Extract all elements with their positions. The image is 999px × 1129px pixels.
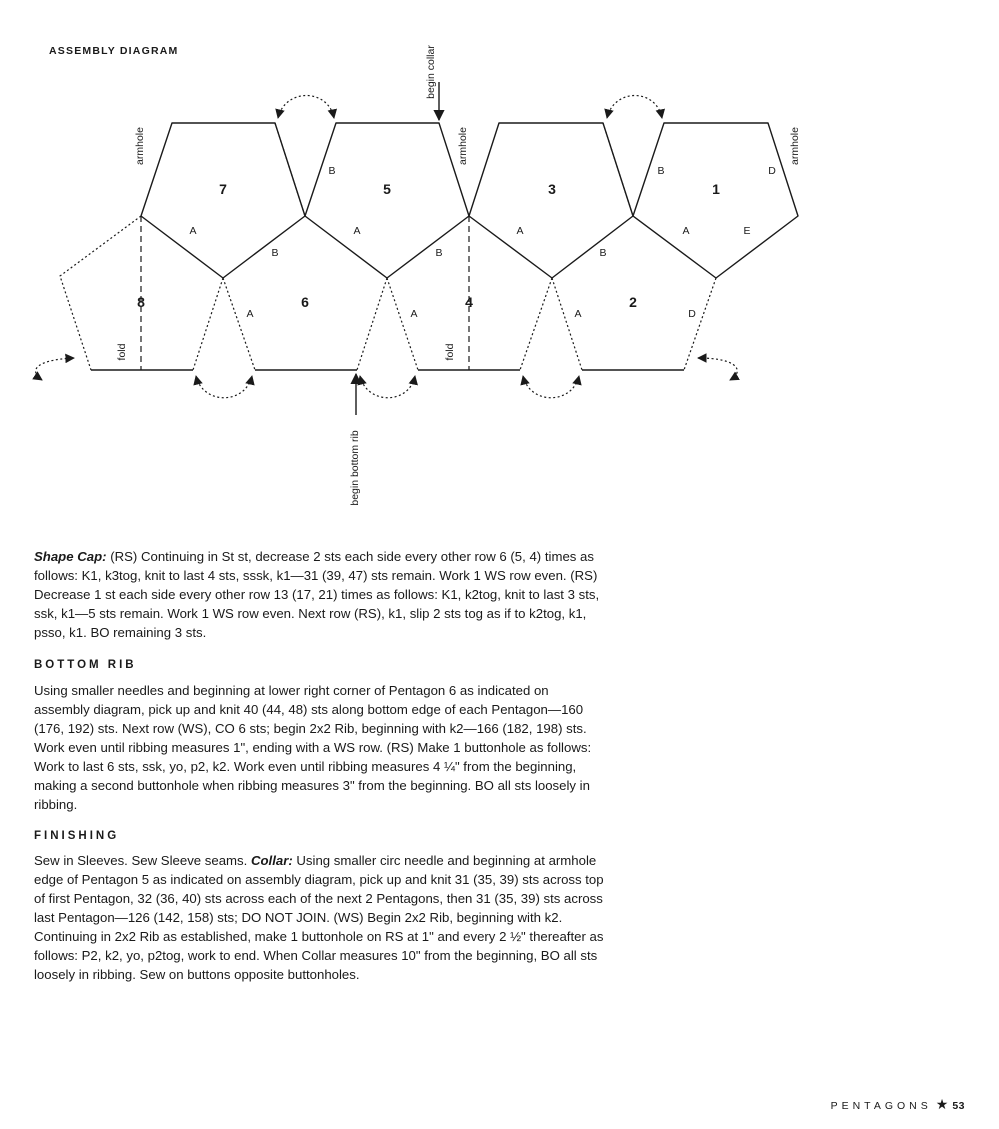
pentagon-2-label: 2 [629,294,637,310]
edge-label-a: A [516,225,524,237]
pentagon-7-outline [141,123,305,278]
seam-2-left [552,278,582,370]
fold-label-8: fold [116,343,128,361]
bottom-rib-heading: BOTTOM RIB [34,659,137,671]
shape-cap-paragraph [34,547,604,642]
arrow-right-edge [698,358,737,380]
edge-label-a: A [682,225,690,237]
page-number: 53 [952,1100,965,1112]
seam-6-left [223,278,255,370]
pentagon-7-label: 7 [219,181,227,197]
arrow-bottom-6-4 [360,376,415,398]
armhole-label-1: armhole [789,127,801,165]
arrow-bottom-4-2 [523,376,579,398]
begin-bottom-rib-label: begin bottom rib [349,430,361,506]
fold-label-4: fold [444,343,456,361]
finishing-text-after: Using smaller circ needle and beginning at armhole edge of Pentagon 5 as indicated on assembly diagram, pick up and knit 31 (35, 39) sts across top of first Pentagon, 32 (36, 40) sts across each of the next 2 Pentagons, then 31 (35, 39) sts across last Pentagon—126 (142, 158) sts; DO NOT JOIN. (WS) Begin 2x2 Rib, beginning with k2. Continuing in 2x2 Rib as established, make 1 buttonhole on RS at 1" and every 2 ½" thereafter as follows: P2, k2, yo, p2tog, work to end. When Collar measures 10" from the beginning, BO all sts loosely in ribbing. Sew on buttons opposite buttonholes. [34,853,604,982]
pentagon-8-seam [60,216,141,370]
footer-section: PENTAGONS [830,1100,932,1112]
edge-label-a: A [189,225,197,237]
armhole-label-7: armhole [134,127,146,165]
edge-label-a: A [574,308,582,320]
edge-label-a: A [410,308,418,320]
edge-label-a: A [246,308,254,320]
arrow-left-edge [36,358,74,380]
arrow-bottom-8-6 [196,376,252,398]
edge-label-d: D [688,308,696,320]
star-icon: ★ [935,1096,949,1112]
seam-3-4 [520,278,552,370]
pentagon-5-label: 5 [383,181,391,197]
assembly-diagram [0,0,999,530]
edge-label-b: B [599,247,607,259]
seam-2-right [684,278,716,370]
arrow-top-3-1 [607,96,662,119]
seam-7-6 [193,278,223,370]
pentagon-1-label: 1 [712,181,720,197]
solid-edges [91,123,798,370]
bottom-rib-paragraph [34,681,604,814]
edge-label-b: B [435,247,443,259]
pentagon-labels [137,181,720,310]
edge-labels [189,165,776,320]
pentagon-3-outline [469,123,633,278]
finishing-paragraph [34,851,604,984]
seam-4-left [387,278,418,370]
edge-label-b: B [271,247,279,259]
collar-label: Collar: [250,853,293,868]
begin-collar-label: begin collar [425,45,437,99]
fold-lines [141,216,469,370]
finishing-text-before: Sew in Sleeves. Sew Sleeve seams. [34,853,251,868]
edge-label-e: E [743,225,751,237]
pentagon-5-outline [305,123,469,278]
edge-label-a: A [353,225,361,237]
pentagon-8-label: 8 [137,294,145,310]
pentagon-6-label: 6 [301,294,309,310]
edge-label-d: D [768,165,776,177]
seam-edges [60,123,716,370]
shape-cap-text: (RS) Continuing in St st, decrease 2 sts each side every other row 6 (5, 4) times as follows: K1, k3tog, knit to last 4 sts, sssk, k1—31 (39, 47) sts remain. Work 1 WS row even. (RS) Decrease 1 st each side every other row 13 (17, 21) times as follows: K1, k2tog, knit to last 3 sts, ssk, k1—5 sts remain. Work 1 WS row even. Next row (RS), k1, slip 2 sts tog as if to k2tog, k1, psso, k1. BO remaining 3 sts. [34,549,600,640]
bottom-rib-text: Using smaller needles and beginning at lower right corner of Pentagon 6 as indicated on assembly diagram, pick up and knit 40 (44, 48) sts along bottom edge of each Pentagon—160 (176, 192) sts. Next row (WS), CO 6 sts; begin 2x2 Rib, beginning with k2—166 (182, 198) sts. Work even until ribbing measures 1", ending with a WS row. (RS) Make 1 buttonhole as follows: Work to last 6 sts, ssk, yo, p2, k2. Work even until ribbing measures 4 ¼" from the beginning, making a second buttonhole when ribbing measures 3" from the beginning. BO all sts loosely in ribbing. [34,683,592,812]
diagram-title: ASSEMBLY DIAGRAM [49,45,179,57]
shape-cap-label: Shape Cap: [34,549,107,564]
pentagon-3-label: 3 [548,181,556,197]
edge-label-b: B [328,165,336,177]
finishing-heading: FINISHING [34,830,120,842]
pentagon-4-label: 4 [465,294,473,310]
pentagon-1-outline [633,123,798,278]
arrow-top-7-5 [278,96,334,119]
seam-5-6 [357,278,387,370]
armhole-label-5: armhole [457,127,469,165]
page-footer [831,1096,965,1113]
edge-label-b: B [657,165,665,177]
